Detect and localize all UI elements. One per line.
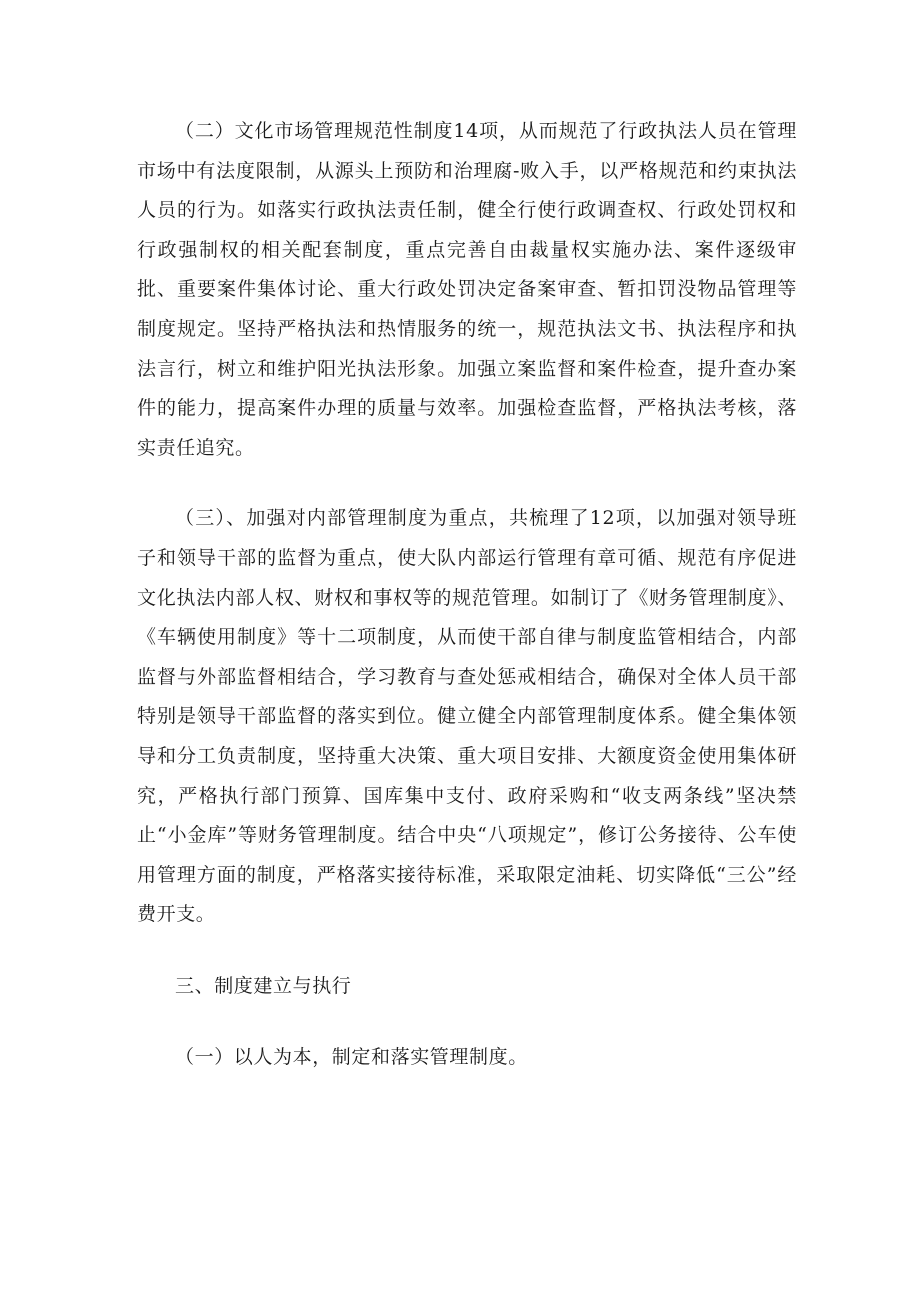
paragraph-market-regulation: （二）文化市场管理规范性制度14项，从而规范了行政执法人员在管理市场中有法度限制，从源头上预防和治理腐-败入手，以严格规范和约束执法人员的行为。如落实行政执法责任制，健全行使行政调查权、行政处罚权和行政强制权的相关配套制度，重点完善自由裁量权实施办法、案件逐级审批、重要案件集体讨论、重大行政处罚决定备案审查、暂扣罚没物品管理等制度规定。坚持严格执法和热情服务的统一，规范执法文书、执法程序和执法言行，树立和维护阳光执法形象。加强立案监督和案件检查，提升查办案件的能力，提高案件办理的质量与效率。加强检查监督，严格执法考核，落实责任追究。 (137, 120, 797, 459)
subsection-heading: （一）以人为本，制定和落实管理制度。 (175, 1046, 528, 1069)
section-heading: 三、制度建立与执行 (175, 974, 352, 997)
paragraph-internal-management: （三）、加强对内部管理制度为重点，共梳理了12项，以加强对领导班子和领导干部的监督为重点，使大队内部运行管理有章可循、规范有序促进文化执法内部人权、财权和事权等的规范管理。如制订了《财务管理制度》、《车辆使用制度》等十二项制度，从而使干部自律与制度监管相结合，内部监督与外部监督相结合，学习教育与查处惩戒相结合，确保对全体人员干部特别是领导干部监督的落实到位。健立健全内部管理制度体系。健全集体领导和分工负责制度，坚持重大决策、重大项目安排、大额度资金使用集体研究，严格执行部门预算、国库集中支付、政府采购和“收支两条线”坚决禁止“小金库”等财务管理制度。结合中央“八项规定”，修订公务接待、公车使用管理方面的制度，严格落实接待标准，采取限定油耗、切实降低“三公”经费开支。 (137, 507, 797, 926)
document-body (137, 112, 797, 1078)
